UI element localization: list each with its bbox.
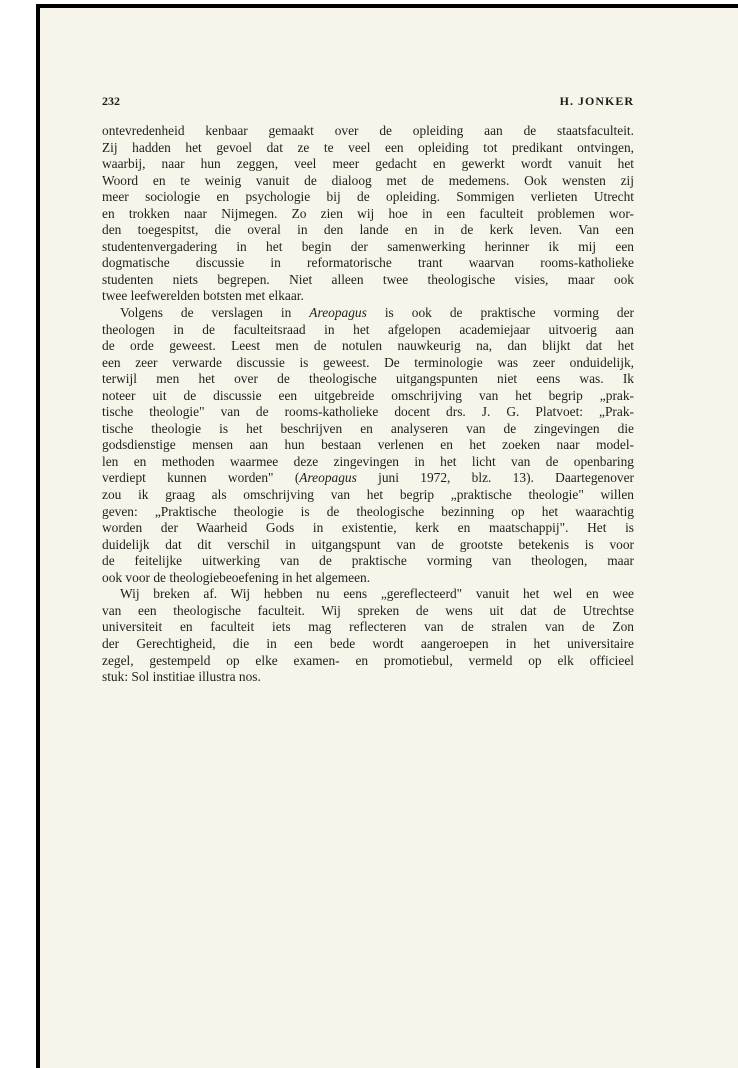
text-line: en trokken naar Nijmegen. Zo zien wij hoe in een faculteit problemen wor- <box>102 205 634 221</box>
text-segment: juni 1972, blz. 13). Daartegenover <box>356 470 634 486</box>
page-number: 232 <box>102 94 120 108</box>
text-line: van een theologische faculteit. Wij spreken de wens uit dat de Utrechtse <box>102 602 634 618</box>
text-line: de feitelijke uitwerking van de praktische vorming van theologen, maar <box>102 553 634 569</box>
text-segment: is ook de praktische vorming der <box>366 305 634 321</box>
text-line: studentenvergadering in het begin der samenwerking herinner ik mij een <box>102 238 634 254</box>
text-line: zegel, gestempeld op elke examen- en promotiebul, vermeld op elk officieel <box>102 652 634 668</box>
text-line: den toegespitst, die overal in den lande en in de kerk leven. Van een <box>102 222 634 238</box>
text-line: der Gerechtigheid, die in een bede wordt aangeroepen in het universitaire <box>102 635 634 651</box>
text-line: tische theologie is het beschrijven en analyseren van de zingevingen die <box>102 420 634 436</box>
text-line: len en methoden waarmee deze zingevingen in het licht van de openbaring <box>102 453 634 469</box>
text-line: zou ik graag als omschrijving van het begrip „praktische theologie" willen <box>102 487 634 503</box>
text-line: dogmatische discussie in reformatorische trant waarvan rooms-katholieke <box>102 255 634 271</box>
text-line: studenten niets begrepen. Niet alleen twee theologische visies, maar ook <box>102 271 634 287</box>
text-line: de orde geweest. Leest men de notulen nauwkeurig na, dan blijkt dat het <box>102 338 634 354</box>
text-line: godsdienstige mensen aan hun bestaan verlenen en het zoeken naar model- <box>102 437 634 453</box>
text-line: duidelijk dat dit verschil in uitgangspunt van de grootste betekenis is voor <box>102 536 634 552</box>
text-line: waarbij, naar hun zeggen, veel meer gedacht en gewerkt wordt vanuit het <box>102 156 634 172</box>
text-line: twee leefwerelden botsten met elkaar. <box>102 288 304 304</box>
text-line: worden der Waarheid Gods in existentie, kerk en maatschappij". Het is <box>102 520 634 536</box>
text-segment: verdiept kunnen worden" ( <box>102 470 300 486</box>
text-segment: Volgens de verslagen in <box>120 305 292 321</box>
text-line: geven: „Praktische theologie is de theologische bezinning op het waarachtig <box>102 503 634 519</box>
text-line: Zij hadden het gevoel dat ze te veel een opleiding tot predikant ontvingen, <box>102 139 634 155</box>
page-header <box>102 94 634 112</box>
text-line <box>102 470 634 487</box>
text-line: terwijl men het over de theologische uitgangspunten niet eens was. Ik <box>102 371 634 387</box>
text-line: tische theologie" van de rooms-katholieke docent drs. J. G. Platvoet: „Prak- <box>102 404 634 420</box>
journal-title-areopagus: Areopagus <box>309 305 367 321</box>
text-line: Woord en te weinig vanuit de dialoog met de medemens. Ook wensten zij <box>102 172 634 188</box>
text-line: theologen in de faculteitsraad in het afgelopen academiejaar uitvoerig aan <box>102 321 634 337</box>
text-line: universiteit en faculteit iets mag reflecteren van de stralen van de Zon <box>102 619 634 635</box>
text-line: stuk: Sol institiae illustra nos. <box>102 669 261 685</box>
text-line: ook voor de theologiebeoefening in het algemeen. <box>102 569 371 585</box>
body-text <box>102 123 634 686</box>
text-line: een zeer verwarde discussie is geweest. De terminologie was zeer onduidelijk, <box>102 354 634 370</box>
journal-title-areopagus: Areopagus <box>299 470 357 486</box>
running-head-author: H. JONKER <box>559 94 634 108</box>
text-line: meer sociologie en psychologie bij de opleiding. Sommigen verlieten Utrecht <box>102 189 634 205</box>
text-line: ontevredenheid kenbaar gemaakt over de opleiding aan de staatsfaculteit. <box>102 123 634 138</box>
text-line: noteer uit de discussie een uitgebreide omschrijving van het begrip „prak- <box>102 387 634 403</box>
text-line <box>102 305 634 322</box>
text-line: Wij breken af. Wij hebben nu eens „gereflecteerd" vanuit het wel en wee <box>120 586 634 602</box>
